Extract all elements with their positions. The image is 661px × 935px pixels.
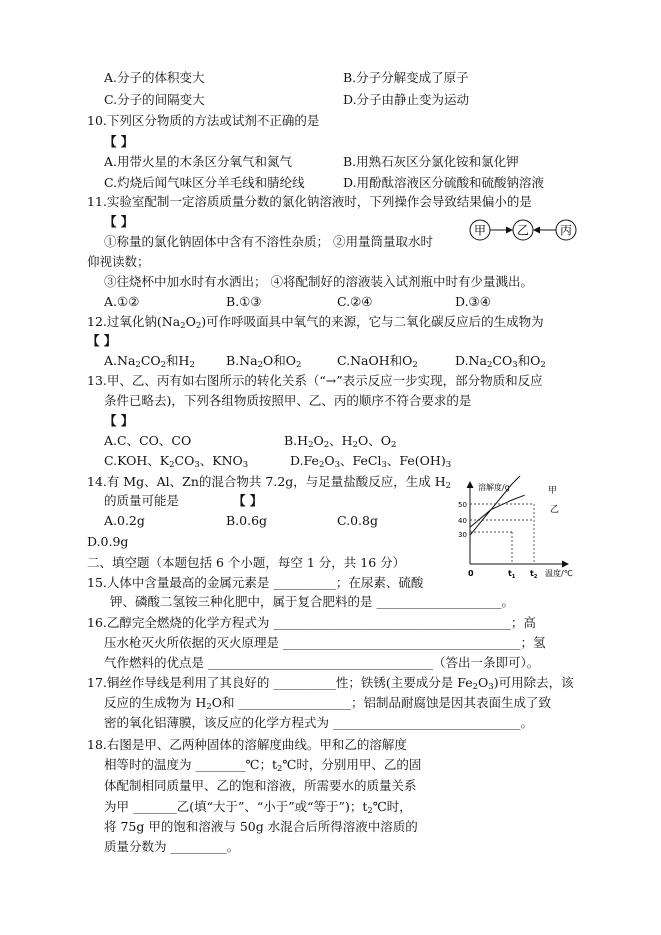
q17-line1: 17.铜丝作导线是利用了其良好的 __________性；铁锈(主要成分是 $Fe_2O_3$)可用除去，该 bbox=[87, 675, 574, 692]
q10-option-b: B.用熟石灰区分氯化铵和氯化钾 bbox=[343, 154, 519, 169]
q14-stem-line2: 的质量可能是 bbox=[104, 493, 180, 508]
q13-stem-line2: 条件已略去)，下列各组物质按照甲、乙、丙的顺序不符合要求的是 bbox=[104, 393, 472, 408]
q11-option-b: B.①③ bbox=[226, 294, 262, 309]
jia-label: 甲 bbox=[473, 223, 487, 238]
q10-stem: 10.下列区分物质的方法或试剂不正确的是 bbox=[87, 113, 320, 128]
q13-option-d: $D.Fe_2O_3$、FeCl$_3$、$Fe(OH)_3$ bbox=[290, 453, 452, 470]
q13-option-b: $B.H_2O_2$、$H_2O$、$O_2$ bbox=[284, 433, 397, 450]
q9-option-d: D.分子由静止变为运动 bbox=[343, 92, 470, 107]
solubility-chart bbox=[450, 476, 580, 580]
series-yi-line bbox=[470, 495, 525, 527]
q9-option-a: A.分子的体积变大 bbox=[104, 70, 205, 85]
q18-line1: 18.右图是甲、乙两种固体的溶解度曲线。甲和乙的溶解度 bbox=[87, 737, 407, 752]
q14-option-a: A.0.2g bbox=[104, 513, 145, 528]
q18-line4: 为甲 _______乙(填“大于”、“小于”或“等于”)；$t_2℃$时， bbox=[104, 799, 412, 816]
q11-bracket: 【 】 bbox=[104, 214, 134, 229]
q12-stem: 12.过氧化钠$(Na_2O_2)$可作呼吸面具中氧气的来源，它与二氧化碳反应后的生成物为 bbox=[87, 314, 544, 331]
q16-line2: 压水枪灭火所依据的灭火原理是 ______________________________________；氢 bbox=[104, 635, 546, 650]
ytick-30: 30 bbox=[458, 531, 467, 539]
bing-label: 丙 bbox=[559, 223, 573, 238]
q14-option-b: B.0.6g bbox=[226, 513, 268, 528]
q11-stem: 11.实验室配制一定溶质质量分数的氯化钠溶液时，下列操作会导致结果偏小的是 bbox=[87, 194, 532, 209]
q18-line3: 体配制相同质量甲、乙的饱和溶液，所需要水的质量关系 bbox=[104, 778, 417, 793]
q15-line2: 钾、磷酸二氢铵三种化肥中，属于复合肥料的是 ____________________。 bbox=[110, 594, 514, 609]
ytick-40: 40 bbox=[458, 517, 467, 525]
q14-bracket: 【 】 bbox=[233, 493, 263, 508]
q12-option-b: $B.Na_2O$和$O_2$ bbox=[226, 353, 302, 370]
q13-bracket: 【 】 bbox=[104, 413, 134, 428]
legend-yi: 乙 bbox=[550, 505, 560, 515]
q11-option-c: C.②④ bbox=[337, 294, 373, 309]
q10-option-a: A.用带火星的木条区分氧气和氮气 bbox=[104, 154, 293, 169]
q11-option-d: D.③④ bbox=[455, 294, 491, 309]
section-2-heading: 二、填空题（本题包括 6 个小题，每空 1 分，共 16 分） bbox=[87, 555, 406, 570]
q18-line2: 相等时的温度为 ________℃；$t_2℃$时，分别用甲、乙的固 bbox=[104, 757, 422, 774]
q12-option-c: C.NaOH和$O_2$ bbox=[337, 353, 418, 370]
q11-option-a: A.①② bbox=[104, 294, 140, 309]
xtick-t2: $t_2$ bbox=[530, 569, 538, 580]
q9-option-b: B.分子分解变成了原子 bbox=[343, 70, 469, 85]
q13-diagram bbox=[468, 215, 578, 247]
x-axis-label: 温度/℃ bbox=[545, 569, 573, 578]
q18-line5: 将 75g 甲的饱和溶液与 50g 水混合后所得溶液中溶质的 bbox=[104, 819, 418, 834]
q16-line3: 气作燃料的优点是 ____________________________________（答出一条即可）。 bbox=[104, 655, 540, 670]
q13-option-c: C.KOH、$K_2CO_3$、$KNO_3$ bbox=[104, 453, 249, 470]
q11-statement-1: ①称量的氯化钠固体中含有不溶性杂质； ②用量筒量取水时 bbox=[104, 234, 433, 249]
q10-option-d: D.用酚酞溶液区分硫酸和硫酸钠溶液 bbox=[343, 175, 545, 190]
origin-label: 0 bbox=[468, 569, 474, 578]
yi-label: 乙 bbox=[516, 223, 530, 238]
q12-option-d: $D.Na_2CO_3$和$O_2$ bbox=[455, 353, 546, 370]
q12-option-a: $A.Na_2CO_2$和$H_2$ bbox=[104, 353, 195, 370]
xtick-t1: $t_1$ bbox=[508, 569, 516, 580]
q9-option-c: C.分子的间隔变大 bbox=[104, 92, 205, 107]
q16-line1: 16.乙醇完全燃烧的化学方程式为 ______________________________________；高 bbox=[87, 615, 536, 630]
q14-stem: 14.有 Mg、Al、Zn的混合物共 7.2g，与足量盐酸反应，生成 $H_2$ bbox=[87, 474, 452, 491]
q10-bracket: 【 】 bbox=[104, 134, 134, 149]
ytick-50: 50 bbox=[458, 501, 467, 509]
q18-line6: 质量分数为 _________。 bbox=[104, 839, 240, 854]
q12-bracket: 【 】 bbox=[87, 333, 117, 348]
q15-line1: 15.人体中含量最高的金属元素是 __________；在尿素、硫酸 bbox=[87, 575, 424, 590]
q13-stem-line1: 13.甲、乙、丙有如右图所示的转化关系（“→”表示反应一步实现，部分物质和反应 bbox=[87, 373, 543, 388]
legend-jia: 甲 bbox=[548, 486, 558, 496]
q17-line3: 密的氧化铝薄膜，该反应的化学方程式为 ______________________________。 bbox=[104, 715, 533, 730]
q13-option-a: A.C、CO、CO bbox=[104, 433, 192, 448]
q17-line2: 反应的生成物为 $H_2O$和 __________________；铝制品耐腐蚀是因其表面生成了致 bbox=[104, 695, 552, 712]
q11-statement-1b: 仰视读数； bbox=[87, 254, 150, 269]
q14-option-d: D.0.9g bbox=[87, 534, 129, 549]
q11-statement-2: ③往烧杯中加水时有水洒出； ④将配制好的溶液装入试剂瓶中时有少量溅出。 bbox=[104, 274, 533, 289]
q14-option-c: C.0.8g bbox=[337, 513, 378, 528]
q10-option-c: C.灼烧后闻气味区分羊毛线和腈纶线 bbox=[104, 175, 305, 190]
y-axis-label: 溶解度/g bbox=[478, 483, 510, 492]
